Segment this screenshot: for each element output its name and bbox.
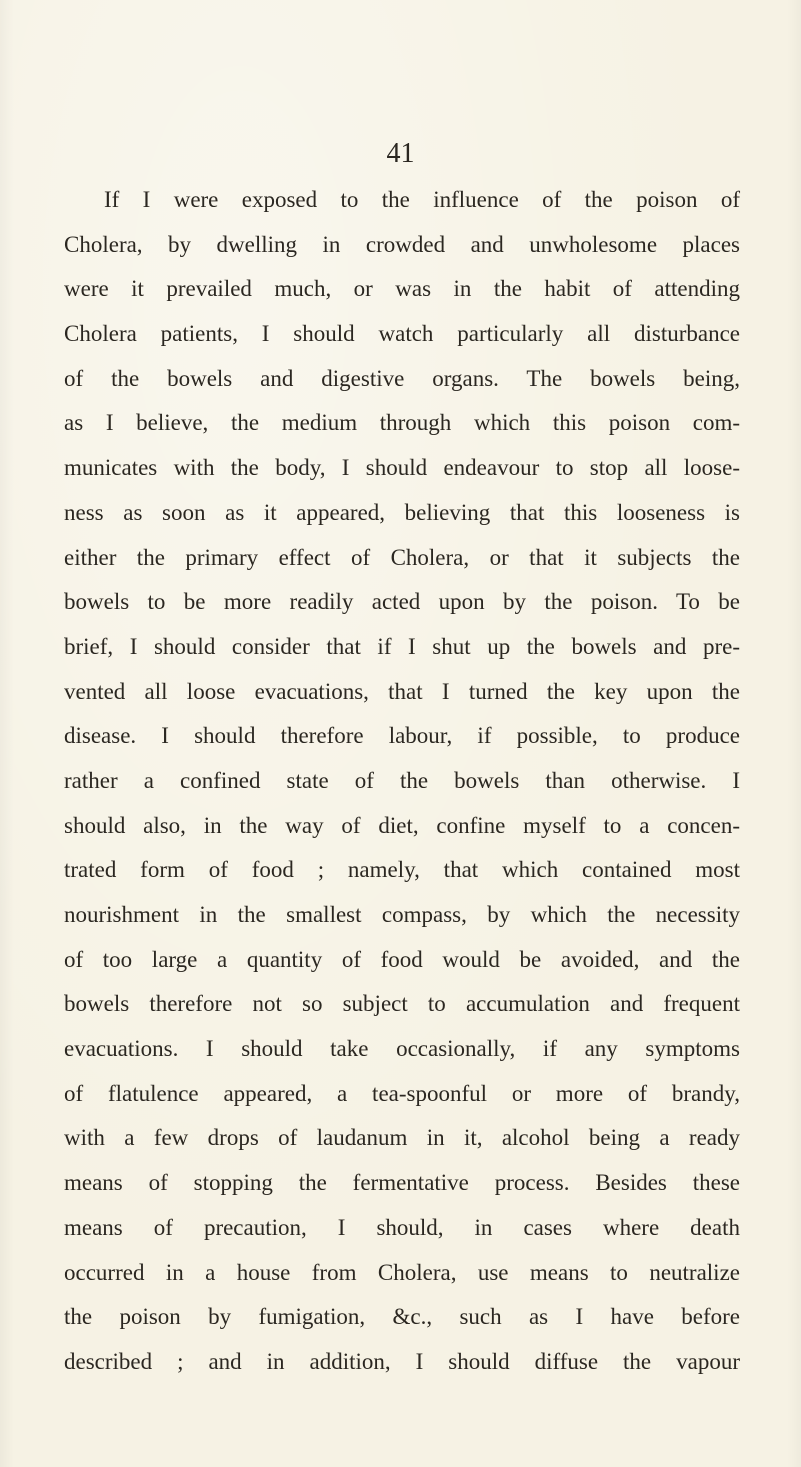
text-line: of the bowels and digestive organs. The bowels being, bbox=[64, 365, 740, 391]
text-line: vented all loose evacuations, that I turned the key upon the bbox=[64, 678, 740, 704]
text-line: of too large a quantity of food would be avoided, and the bbox=[64, 946, 740, 972]
text-line: described ; and in addition, I should diffuse the vapour bbox=[64, 1348, 740, 1374]
text-line: means of stopping the fermentative process. Besides these bbox=[64, 1170, 740, 1196]
text-line: as I believe, the medium through which this poison com- bbox=[64, 410, 740, 436]
text-line: Cholera, by dwelling in crowded and unwholesome places bbox=[64, 231, 740, 257]
text-line: either the primary effect of Cholera, or that it subjects the bbox=[64, 544, 740, 570]
text-line: means of precaution, I should, in cases where death bbox=[64, 1214, 740, 1240]
text-line: nourishment in the smallest compass, by which the necessity bbox=[64, 902, 740, 927]
text-line: If I were exposed to the influence of the poison of bbox=[104, 187, 740, 212]
text-line: the poison by fumigation, &c., such as I have before bbox=[64, 1304, 740, 1330]
text-line: municates with the body, I should endeavour to stop all loose- bbox=[64, 455, 740, 481]
text-line: brief, I should consider that if I shut up the bowels and pre- bbox=[64, 633, 740, 659]
text-line: were it prevailed much, or was in the habit of attending bbox=[64, 276, 740, 302]
text-line: Cholera patients, I should watch particularly all disturbance bbox=[64, 321, 740, 347]
body-paragraph bbox=[64, 178, 740, 1385]
text-line: trated form of food ; namely, that which contained most bbox=[64, 857, 740, 883]
text-line: bowels therefore not so subject to accumulation and frequent bbox=[64, 991, 740, 1017]
text-line: ness as soon as it appeared, believing that this looseness is bbox=[64, 499, 740, 525]
text-line: evacuations. I should take occasionally, if any symptoms bbox=[64, 1036, 740, 1062]
page-number: 41 bbox=[386, 138, 415, 169]
text-line: with a few drops of laudanum in it, alcohol being a ready bbox=[64, 1125, 740, 1151]
text-line: occurred in a house from Cholera, use means to neutralize bbox=[64, 1259, 740, 1285]
text-line: rather a confined state of the bowels than otherwise. I bbox=[64, 767, 740, 793]
text-line: bowels to be more readily acted upon by the poison. To be bbox=[64, 589, 740, 615]
text-line: should also, in the way of diet, confine myself to a concen- bbox=[64, 812, 740, 838]
text-line: disease. I should therefore labour, if possible, to produce bbox=[64, 723, 740, 749]
text-line: of flatulence appeared, a tea-spoonful or more of brandy, bbox=[64, 1080, 740, 1106]
